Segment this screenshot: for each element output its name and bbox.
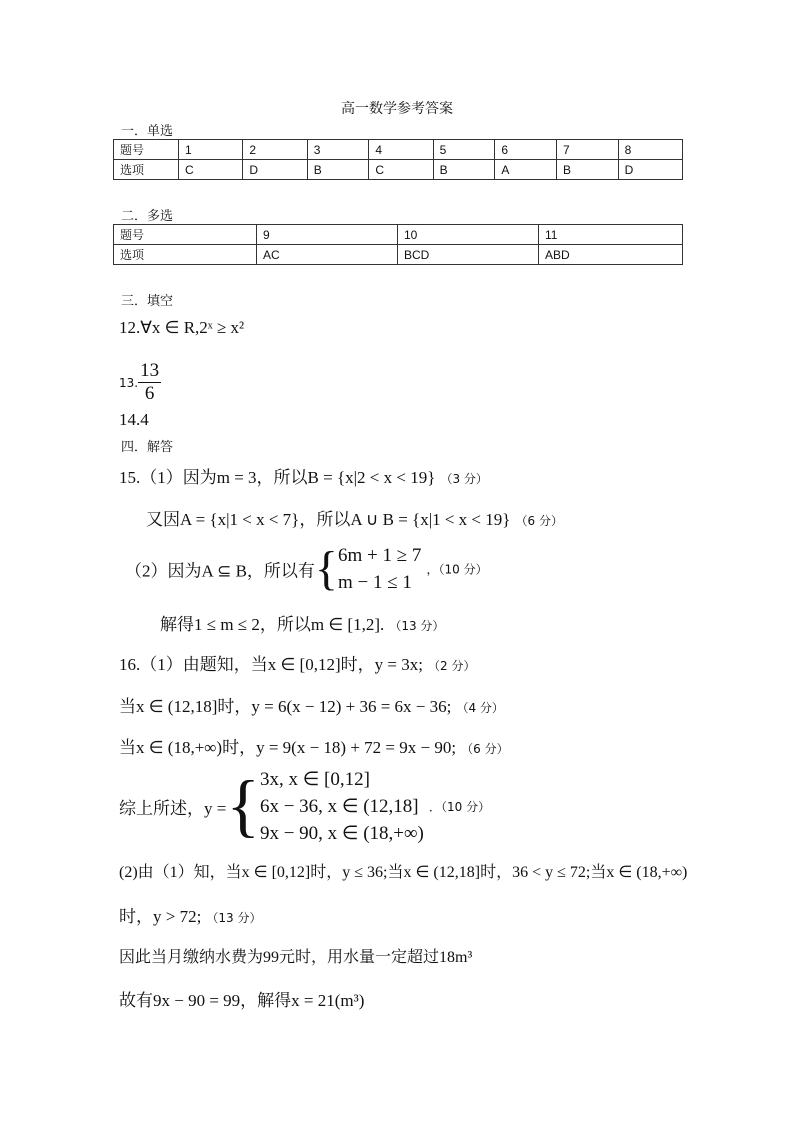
case-row: 9x − 90, x ∈ (18,+∞) [259,823,424,844]
table-cell: B [556,160,618,180]
table-cell: 题号 [114,225,257,245]
table-cell: 10 [398,225,539,245]
section-1-heading: 一．单选 [121,124,174,139]
score-note: （13 分） [389,619,445,633]
table-cell: ABD [539,245,683,265]
table-cell: 11 [539,225,683,245]
page-title: 高一数学参考答案 [341,101,453,117]
table-cell: B [307,160,369,180]
table-cell: 4 [369,140,433,160]
score-note: （6 分） [461,742,509,756]
q15-part3 [160,610,444,635]
q15-text: 15.（1）因为m = 3，所以B = {x|2 < x < 19} [119,468,436,487]
table-cell: B [433,160,495,180]
system-row: 6m + 1 ≥ 7 [337,545,422,566]
table-row [114,225,683,245]
q15-text: 又因A = {x|1 < x < 7}，所以A ∪ B = {x|1 < x < 19} [146,510,511,529]
inequality-system [338,542,421,596]
q16-text: 时，y > 72; [119,907,202,926]
left-brace: { [314,542,338,595]
answer-13 [119,360,161,405]
score-note: ．（10 分） [428,800,491,814]
left-brace: { [226,767,260,845]
table-cell: C [179,160,243,180]
section-4-heading: 四．解答 [121,440,174,455]
q16-part2-line1: (2)由（1）知，当x ∈ [0,12]时，y ≤ 36;当x ∈ (12,18]时，36 < y ≤ 72;当x ∈ (18,+∞) [119,864,688,881]
table-cell: 9 [257,225,398,245]
q16-part1-line1 [119,650,476,675]
q16-part2-line2 [119,902,262,927]
q16-text: 综上所述，y = [119,799,227,818]
q16-text: 当x ∈ (18,+∞)时，y = 9(x − 18) + 72 = 9x − 90; [119,738,457,757]
score-note: （2 分） [428,659,476,673]
q16-part1-line3 [119,733,509,758]
single-choice-table [113,139,683,180]
fraction-denominator: 6 [144,383,155,404]
table-row [114,245,683,265]
system-row: m − 1 ≤ 1 [337,572,412,593]
q16-part2-line3: 因此当月缴纳水费为99元时，用水量一定超过18m³ [119,949,473,966]
q16-part1-line2 [119,692,504,717]
table-cell: 选项 [114,160,179,180]
fraction [138,360,161,405]
table-cell: 2 [243,140,307,160]
case-row: 6x − 36, x ∈ (12,18] [259,796,419,817]
table-row [114,140,683,160]
q16-text: 当x ∈ (12,18]时，y = 6(x − 12) + 36 = 6x − 36; [119,697,452,716]
table-cell: 题号 [114,140,179,160]
table-row [114,160,683,180]
section-2-heading: 二．多选 [121,209,174,224]
answer-13-label: 13. [119,376,139,390]
q15-part2 [125,542,488,596]
table-cell: 7 [556,140,618,160]
table-cell: 5 [433,140,495,160]
table-cell: D [243,160,307,180]
q16-text: 16.（1）由题知，当x ∈ [0,12]时，y = 3x; [119,655,423,674]
multiple-choice-table [113,224,683,265]
score-note: （4 分） [456,701,504,715]
score-note: （6 分） [515,514,563,528]
answer-12: 12.∀x ∈ R,2ˣ ≥ x² [119,318,245,337]
table-cell: 选项 [114,245,257,265]
q15-text: 解得1 ≤ m ≤ 2，所以m ∈ [1,2]. [160,615,385,634]
table-cell: D [618,160,682,180]
q15-text: （2）因为A ⊆ B，所以有 [125,561,315,581]
table-cell: 6 [495,140,557,160]
q15-part1-line2 [146,505,563,530]
q15-part1-line1 [119,463,488,488]
section-3-heading: 三．填空 [121,294,174,309]
table-cell: BCD [398,245,539,265]
table-cell: 8 [618,140,682,160]
table-cell: 1 [179,140,243,160]
score-note: （3 分） [440,472,488,486]
table-cell: 3 [307,140,369,160]
table-cell: C [369,160,433,180]
fraction-numerator: 13 [140,360,160,381]
table-cell: AC [257,245,398,265]
q16-summary [119,766,490,847]
q16-part2-line4: 故有9x − 90 = 99，解得x = 21(m³) [119,991,365,1010]
answer-14: 14.4 [119,410,149,429]
score-note: ，（10 分） [426,562,488,577]
case-row: 3x, x ∈ [0,12] [259,769,370,790]
table-cell: A [495,160,557,180]
piecewise-cases [260,766,424,847]
score-note: （13 分） [206,911,262,925]
